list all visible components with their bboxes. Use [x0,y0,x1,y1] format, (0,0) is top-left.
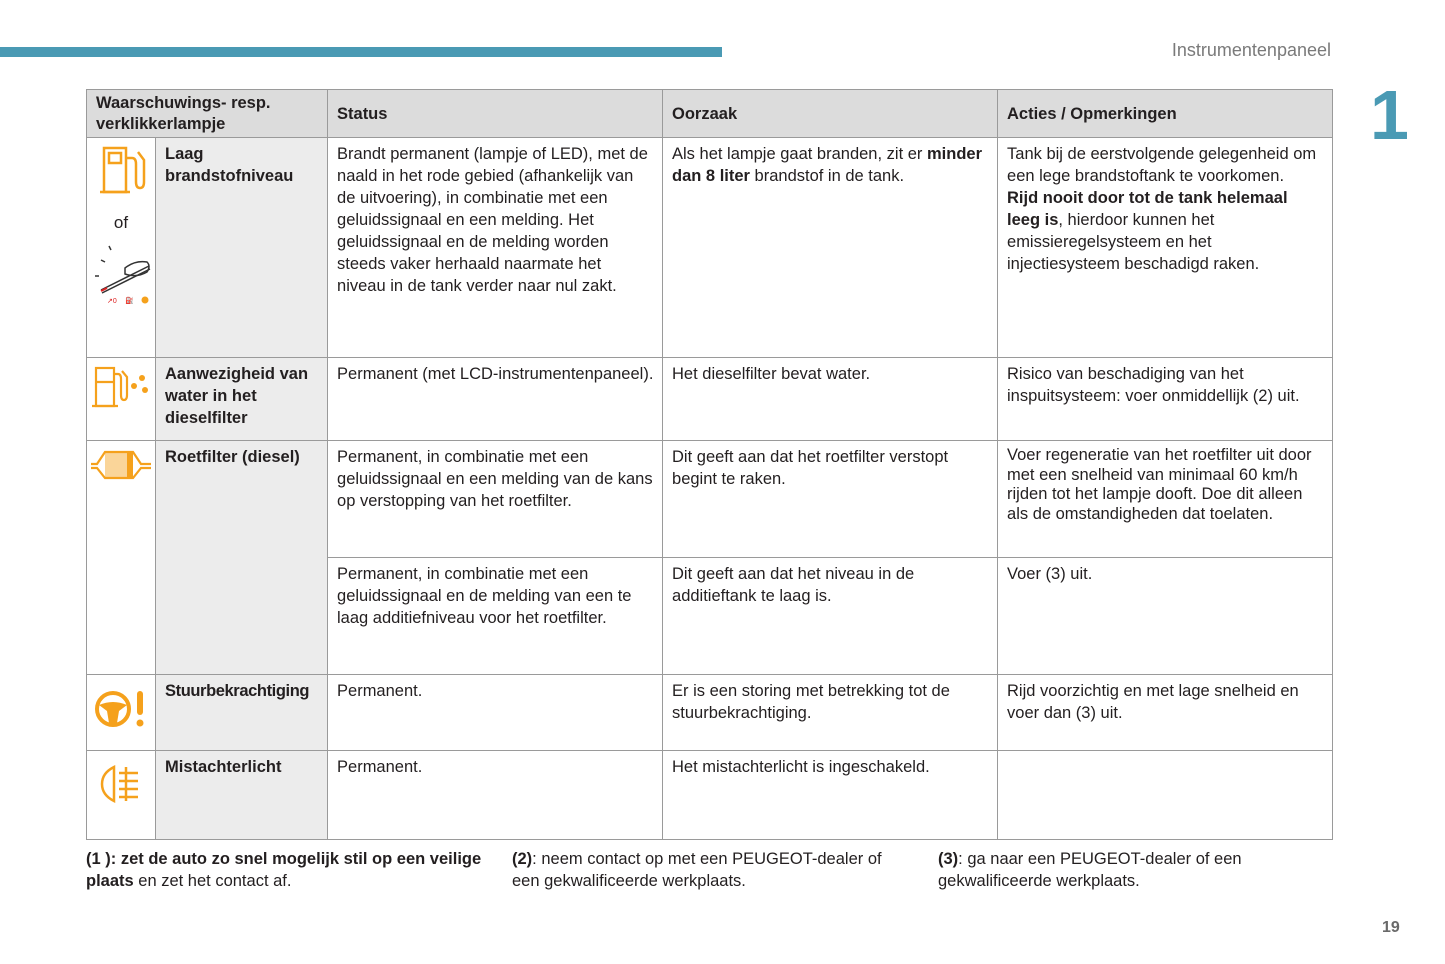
power-steering-icon [93,687,149,731]
cause-cell: Het mistachterlicht is ingeschakeld. [663,751,998,840]
footnote-text: en zet het contact af. [133,872,292,890]
svg-text:↗0: ↗0 [107,298,117,304]
table-row [87,138,1333,358]
svg-text:⛽: ⛽ [125,298,134,304]
footnote-3 [938,848,1308,892]
header-status: Status [328,90,663,138]
table-row [87,751,1333,840]
cause-cell: Dit geeft aan dat het niveau in de additieftank te laag is. [663,558,998,675]
status-cell: Permanent, in combinatie met een geluidssignaal en een melding van de kans op verstopping van het roetfilter. [328,441,663,558]
action-text: Tank bij de eerstvolgende gelegenheid om een lege brandstoftank te voorkomen. [1007,145,1317,185]
table-row [87,675,1333,751]
action-cell [998,138,1333,358]
footnote-text: : ga naar een PEUGEOT-dealer of een gekwalificeerde werkplaats. [938,850,1242,890]
fuel-pump-icon [96,144,146,198]
footnote-emphasis: : zet de auto zo snel mogelijk stil op een veilige plaats [86,850,482,890]
rear-fog-light-icon [98,763,144,805]
footnote-1 [86,848,486,892]
status-cell: Permanent (met LCD-instrumentenpaneel). [328,358,663,441]
footnote-ref: (3) [938,850,959,868]
status-cell: Brandt permanent (lampje of LED), met de naald in het rode gebied (afhankelijk van de uitvoering), in combinatie met een geluidssignaal en een melding. Het geluidssignaal en de melding worden steeds vaker herhaald naarmate het niveau in de tank verder naar nul zakt. [328,138,663,358]
header-lamp: Waarschuwings- resp. verklikkerlampje [87,90,328,138]
warning-lights-table [86,89,1333,840]
cause-text: Als het lampje gaat branden, zit er [672,145,927,163]
action-cell: Rijd voorzichtig en met lage snelheid en voer dan (3) uit. [998,675,1333,751]
header-cause: Oorzaak [663,90,998,138]
footnote-ref: (1 ) [86,850,111,868]
cause-text: brandstof in de tank. [749,167,905,185]
status-cell: Permanent, in combinatie met een geluidssignaal en de melding van een te laag additiefniveau voor het roetfilter. [328,558,663,675]
fuel-gauge-icon [89,240,153,304]
action-text: , hierdoor kunnen het emissieregelsysteem en het injectiesysteem beschadigd raken. [1007,211,1260,273]
accent-bar [0,47,722,57]
page-number: 19 [1382,919,1400,936]
action-cell [998,751,1333,840]
lamp-label: Aanwezigheid van water in het dieselfilter [156,358,328,441]
status-cell: Permanent. [328,675,663,751]
cause-cell: Er is een storing met betrekking tot de stuurbekrachtiging. [663,675,998,751]
cause-emphasis: minder dan 8 liter [672,145,983,185]
lamp-label: Mistachterlicht [156,751,328,840]
table-row [87,358,1333,441]
water-in-diesel-icon [90,364,152,412]
table-row [87,441,1333,558]
footnote-2 [512,848,882,892]
footnote-ref: (2) [512,850,533,868]
chapter-number: 1 [1370,76,1409,154]
cause-cell [663,138,998,358]
cause-cell: Dit geeft aan dat het roetfilter verstopt begint te raken. [663,441,998,558]
action-cell: Risico van beschadiging van het inspuitsysteem: voer onmiddellijk (2) uit. [998,358,1333,441]
footnote-text: : neem contact op met een PEUGEOT-dealer of een gekwalificeerde werkplaats. [512,850,882,890]
or-text: of [113,213,129,232]
action-cell: Voer regeneratie van het roetfilter uit door met een snelheid van minimaal 60 km/h rijden tot het lampje dooft. Doe dit alleen als de omstandigheden dat toelaten. [998,441,1333,558]
table-header [87,90,1333,138]
cause-cell: Het dieselfilter bevat water. [663,358,998,441]
lamp-label: Laag brandstofniveau [156,138,328,358]
action-cell: Voer (3) uit. [998,558,1333,675]
status-cell: Permanent. [328,751,663,840]
header-actions: Acties / Opmerkingen [998,90,1333,138]
lamp-label: Stuurbekrachtiging [156,675,328,751]
action-emphasis: Rijd nooit door tot de tank helemaal leeg is [1007,189,1288,229]
particle-filter-icon [89,447,153,481]
lamp-label: Roetfilter (diesel) [156,441,328,675]
section-title: Instrumentenpaneel [1171,40,1331,60]
